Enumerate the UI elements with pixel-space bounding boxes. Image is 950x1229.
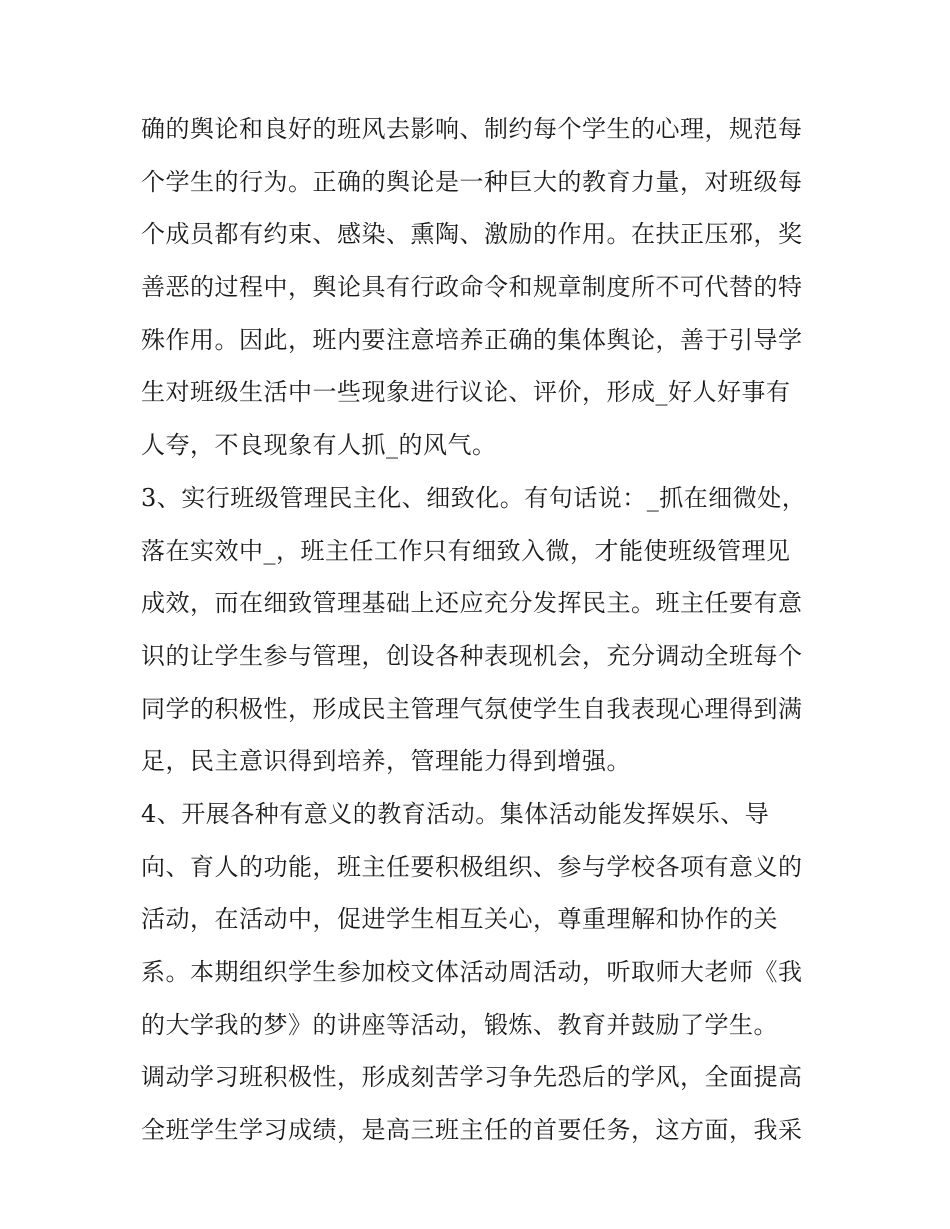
text-line: 全班学生学习成绩，是高三班主任的首要任务，这方面，我采 xyxy=(141,1116,803,1145)
text-line: 系。本期组织学生参加校文体活动周活动，听取师大老师《我 xyxy=(141,958,803,986)
text-line: 调动学习班积极性，形成刻苦学习争先恐后的学风，全面提高 xyxy=(141,1063,803,1092)
text-line: 确的舆论和良好的班风去影响、制约每个学生的心理，规范每 xyxy=(141,115,803,143)
text-line: 同学的积极性，形成民主管理气氛使学生自我表现心理得到满 xyxy=(141,694,803,723)
text-line: 个成员都有约束、感染、熏陶、激励的作用。在扶正压邪，奖 xyxy=(141,220,803,249)
text-line: 活动，在活动中，促进学生相互关心，尊重理解和协作的关 xyxy=(141,905,778,934)
text-line: 善恶的过程中，舆论具有行政命令和规章制度所不可代替的特 xyxy=(141,273,803,302)
text-line: 3、实行班级管理民主化、细致化。有句话说：_抓在细微处， xyxy=(141,483,807,512)
text-line: 识的让学生参与管理，创设各种表现机会，充分调动全班每个 xyxy=(141,641,803,670)
text-line: 向、育人的功能，班主任要积极组织、参与学校各项有意义的 xyxy=(141,852,803,881)
text-line: 生对班级生活中一些现象进行议论、评价，形成_好人好事有 xyxy=(141,378,791,407)
text-line: 个学生的行为。正确的舆论是一种巨大的教育力量，对班级每 xyxy=(141,167,803,196)
text-line: 足，民主意识得到培养，管理能力得到增强。 xyxy=(141,747,631,776)
body-text xyxy=(141,103,821,1157)
text-line: 人夸，不良现象有人抓_的风气。 xyxy=(141,431,497,460)
text-line: 4、开展各种有意义的教育活动。集体活动能发挥娱乐、导 xyxy=(141,799,770,828)
text-line: 的大学我的梦》的讲座等活动，锻炼、教育并鼓励了学生。 xyxy=(141,1010,778,1039)
text-line: 落在实效中_，班主任工作只有细致入微，才能使班级管理见 xyxy=(141,536,791,565)
text-line: 成效，而在细致管理基础上还应充分发挥民主。班主任要有意 xyxy=(141,589,803,618)
text-line: 殊作用。因此，班内要注意培养正确的集体舆论，善于引导学 xyxy=(141,325,803,354)
